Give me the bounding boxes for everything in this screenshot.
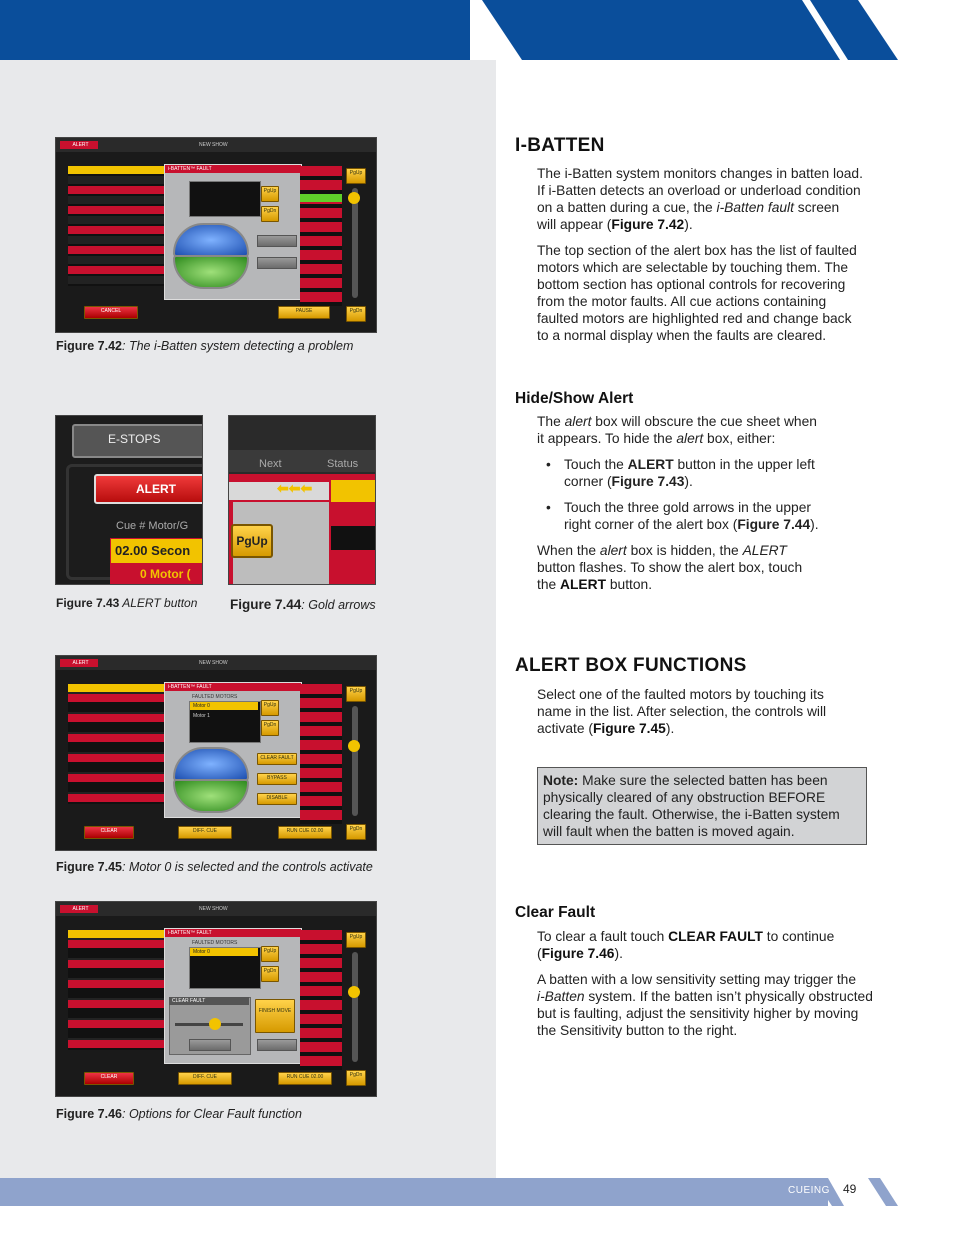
status-label: Status (327, 458, 359, 470)
motor0-item[interactable]: Motor 0 (190, 702, 258, 710)
cue-header: Cue # Motor/G (116, 520, 189, 532)
figure-7-45-screenshot (55, 655, 377, 851)
cancel-button[interactable]: CANCEL (84, 306, 138, 319)
clear-button[interactable]: CLEAR (84, 1072, 134, 1085)
clear-fault-button[interactable]: CLEAR FAULT (257, 753, 297, 765)
ibatten-paragraph-2: The top section of the alert box has the list of faulted motors which are selectable by touching them. The bottom section has optional controls for recovering from the motor faults. All cue actions containing faulted motors are highlighted red and change back to a normal display when the faults are cleared. (537, 243, 857, 343)
hideshow-paragraph-1: The alert box will obscure the cue sheet when it appears. To hide the alert box, either: (537, 414, 817, 446)
pause-button[interactable]: PAUSE (278, 306, 330, 319)
motor1-item[interactable]: Motor 1 (193, 713, 210, 719)
bypass-button[interactable]: BYPASS (257, 773, 297, 785)
cue-row-highlight: 02.00 Secon (110, 538, 203, 564)
page-number: 49 (843, 1182, 857, 1196)
subheading-hide-show-alert: Hide/Show Alert (515, 390, 634, 407)
fault-panel (164, 164, 302, 300)
section-heading-alert-box-functions: ALERT BOX FUNCTIONS (515, 655, 747, 676)
pgdn-button-right[interactable]: PgDn (346, 1070, 366, 1086)
show-title: NEW SHOW (199, 660, 228, 666)
faulted-motors-label: FAULTED MOTORS (192, 940, 238, 946)
show-title: NEW SHOW (199, 142, 228, 148)
figure-7-44-caption: Figure 7.44: Gold arrows (230, 597, 376, 612)
alert-button[interactable]: ALERT (94, 474, 203, 504)
header-band (0, 0, 954, 60)
note-box: Note: Make sure the selected batten has been physically cleared of any obstruction BEFORE clearing the fault. Otherwise, the i-Batten system will fault when the batten is moved again. (537, 767, 867, 845)
hideshow-paragraph-2: When the alert box is hidden, the ALERT button flashes. To show the alert box, touch the ALERT button. (537, 543, 803, 592)
run-cue-button[interactable]: RUN CUE 02.00 (278, 826, 332, 839)
clearfault-paragraph-2: A batten with a low sensitivity setting may trigger the i-Batten system. If the batten isn’t physically obstructed but is faulting, adjust the sensitivity higher by moving the Sensitivity button to the right. (537, 972, 873, 1038)
fault-panel (164, 682, 302, 818)
disable-button[interactable]: DISABLE (257, 793, 297, 805)
pgdn-button[interactable]: PgDn (261, 720, 279, 736)
fault-title: i-BATTEN™ FAULT (165, 929, 301, 937)
next-label: Next (259, 458, 282, 470)
pgup-button-right[interactable]: PgUp (346, 168, 366, 184)
hideshow-bullet-1: • Touch the ALERT button in the upper left corner (Figure 7.43). (546, 457, 815, 489)
pgup-button-right[interactable]: PgUp (346, 932, 366, 948)
figure-7-43-caption: Figure 7.43 ALERT button (56, 596, 198, 610)
finish-move-button[interactable]: FINISH MOVE (255, 999, 295, 1033)
hideshow-bullet-2: • Touch the three gold arrows in the upper right corner of the alert box (Figure 7.44). (546, 500, 819, 532)
figure-7-42-caption: Figure 7.42: The i-Batten system detecting a problem (56, 339, 354, 353)
fault-title: i-BATTEN™ FAULT (165, 683, 301, 691)
subheading-clear-fault: Clear Fault (515, 904, 596, 921)
motor0-item[interactable]: Motor 0 (190, 948, 258, 956)
gold-arrows-icon[interactable]: ⬅⬅⬅ (277, 480, 313, 496)
diff-cue-button[interactable]: DIFF. CUE (178, 826, 232, 839)
ibatten-paragraph-1: The i-Batten system monitors changes in batten load. If i-Batten detects an overload or underload condition on a batten during a cue, the i-Batten fault screen will appear (Figure 7.42). (537, 166, 863, 232)
pgup-button[interactable]: PgUp (261, 700, 279, 716)
pgup-button[interactable]: PgUp (261, 946, 279, 962)
estops-label: E-STOPS (108, 432, 161, 446)
pgdn-button[interactable]: PgDn (261, 966, 279, 982)
run-cue-button[interactable]: RUN CUE 02.00 (278, 1072, 332, 1085)
clear-fault-header: CLEAR FAULT (169, 997, 249, 1005)
pgdn-button-right[interactable]: PgDn (346, 306, 366, 322)
section-heading-ibatten: I-BATTEN (515, 135, 605, 156)
sensitivity-slider[interactable] (209, 1018, 221, 1030)
cue-row-fault: 0 Motor ( (110, 564, 203, 584)
alert-tab: ALERT (60, 905, 98, 913)
show-title: NEW SHOW (199, 906, 228, 912)
pgup-button-zoom[interactable]: PgUp (231, 524, 273, 558)
clear-button[interactable]: CLEAR (84, 826, 134, 839)
diff-cue-button[interactable]: DIFF. CUE (178, 1072, 232, 1085)
figure-7-43-screenshot (55, 415, 203, 585)
figure-7-44-screenshot (228, 415, 376, 585)
pgdn-button[interactable]: PgDn (261, 206, 279, 222)
clearfault-paragraph-1: To clear a fault touch CLEAR FAULT to continue (Figure 7.46). (537, 929, 835, 961)
pgup-button[interactable]: PgUp (261, 186, 279, 202)
alertbox-paragraph-1: Select one of the faulted motors by touching its name in the list. After selection, the controls will activate (Figure 7.45). (537, 687, 827, 736)
figure-7-45-caption: Figure 7.45: Motor 0 is selected and the controls activate (56, 860, 373, 874)
figure-7-46-caption: Figure 7.46: Options for Clear Fault function (56, 1107, 302, 1121)
pgup-button-right[interactable]: PgUp (346, 686, 366, 702)
figure-7-46-screenshot (55, 901, 377, 1097)
figure-7-42-screenshot (55, 137, 377, 333)
alert-tab: ALERT (60, 141, 98, 149)
fault-title: i-BATTEN™ FAULT (165, 165, 301, 173)
faulted-motors-label: FAULTED MOTORS (192, 694, 238, 700)
footer-section-label: CUEING (788, 1185, 830, 1196)
fault-panel (164, 928, 302, 1064)
alert-tab: ALERT (60, 659, 98, 667)
pgdn-button-right[interactable]: PgDn (346, 824, 366, 840)
